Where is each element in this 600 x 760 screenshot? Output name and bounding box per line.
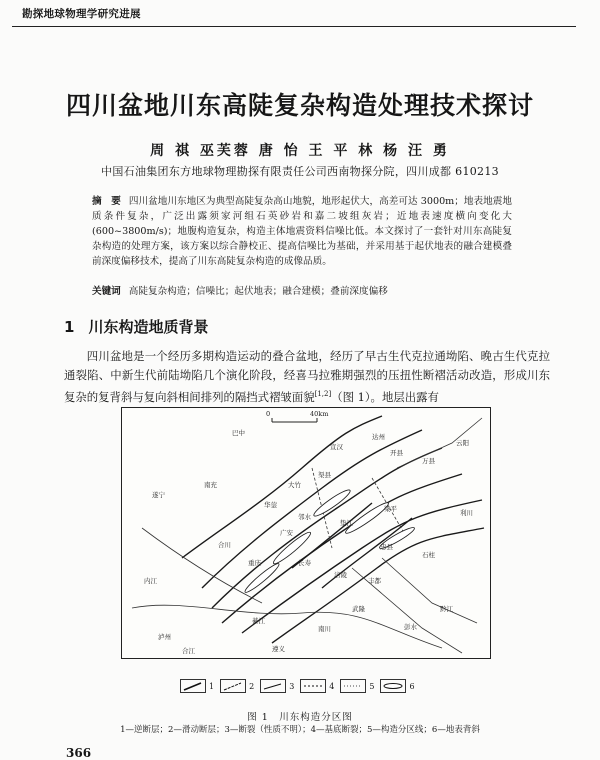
map-label: 武隆 — [352, 605, 365, 613]
body-paragraph — [64, 347, 550, 407]
abstract — [92, 194, 512, 269]
figure-caption: 图 1 川东构造分区图 — [247, 712, 353, 723]
legend-symbol — [380, 679, 406, 693]
map-label: 梁平 — [384, 505, 397, 513]
map-label: 彭水 — [404, 623, 417, 631]
body-text-end: （图 1）。地层出露有 — [331, 389, 439, 404]
map-label: 泸州 — [158, 633, 171, 641]
map-label: 达州 — [372, 433, 385, 441]
authors: 周 祺 巫芙蓉 唐 怡 王 平 林 杨 汪 勇 — [150, 143, 450, 159]
map-label: 内江 — [144, 577, 157, 585]
map-label: 遂宁 — [152, 491, 165, 499]
abstract-text: 四川盆地川东地区为典型高陡复杂高山地貌，地形起伏大，高差可达 3000m；地表地震地质条件复杂，广泛出露须家河组石英砂岩和嘉二坡组灰岩；近地表速度横向变化大(600~3800m/s)；地腹构造复杂，构造主体地震资料信噪比低。本文探讨了一套针对川东高陡复杂构造的处理方案，该方案以综合静校正、提高信噪比为基础，并采用基于起伏地表的融合建模叠前深度偏移技术，提高了川东高陡复杂构造的成像品质。 — [92, 196, 513, 267]
map-label: 遵义 — [272, 645, 285, 653]
legend-item: 2 — [220, 679, 254, 693]
legend-item: 1 — [180, 679, 214, 693]
map-label: 合川 — [218, 541, 231, 549]
section-number: 1 — [64, 318, 75, 336]
map-label: 大竹 — [288, 481, 301, 489]
map-label: 石柱 — [422, 551, 435, 559]
keywords-text: 高陡复杂构造；信噪比；起伏地表；融合建模；叠前深度偏移 — [128, 286, 388, 297]
body-text: 四川盆地是一个经历多期构造运动的叠合盆地，经历了早古生代克拉通坳陷、晚古生代克拉通裂陷、中新生代前陆坳陷几个演化阶段，经喜马拉雅期强烈的压扭性断褶活动改造，形成川东复杂的复背斜与复向斜相间排列的隔挡式褶皱面貌 — [64, 349, 550, 404]
map-label: 丰都 — [368, 577, 381, 585]
legend-symbol — [340, 679, 366, 693]
map-label: 华蓥 — [264, 501, 277, 509]
legend-symbol — [180, 679, 206, 693]
legend-symbol — [260, 679, 286, 693]
map-lines — [122, 408, 490, 658]
journal-header: 勘探地球物理学研究进展 — [22, 8, 141, 20]
structural-map-figure — [121, 407, 491, 659]
scale-label: 40km — [310, 410, 329, 418]
page-number: 366 — [66, 746, 92, 760]
legend-item: 4 — [300, 679, 334, 693]
legend-symbol — [300, 679, 326, 693]
map-label: 开县 — [390, 449, 403, 457]
article-title: 四川盆地川东高陡复杂构造处理技术探讨 — [65, 91, 534, 120]
section-heading — [64, 316, 222, 337]
map-label: 利川 — [460, 509, 473, 517]
legend-item: 6 — [380, 679, 414, 693]
map-label: 南充 — [204, 481, 217, 489]
scale-zero: 0 — [266, 410, 271, 418]
map-label: 涪陵 — [334, 571, 347, 579]
figure-legend — [180, 679, 415, 693]
affiliation: 中国石油集团东方地球物理勘探有限责任公司西南物探分院，四川成都 610213 — [101, 165, 499, 178]
map-label: 重庆 — [248, 559, 261, 567]
map-label: 广安 — [280, 529, 293, 537]
map-label: 綦江 — [252, 617, 265, 625]
map-label: 忠县 — [380, 543, 393, 551]
legend-symbol — [220, 679, 246, 693]
map-label: 万县 — [422, 457, 435, 465]
map-label: 黔江 — [440, 605, 453, 613]
map-label: 宣汉 — [330, 443, 343, 451]
legend-note: 1—逆断层；2—滑动断层；3—断裂（性质不明）；4—基底断裂；5—构造分区线；6—地表背斜 — [120, 725, 480, 735]
map-label: 长寿 — [298, 559, 311, 567]
map-label: 渠县 — [318, 471, 331, 479]
legend-item: 3 — [260, 679, 294, 693]
keywords-label: 关键词 — [92, 286, 121, 297]
citation[interactable]: [1,2] — [314, 390, 332, 398]
abstract-label: 摘 要 — [92, 196, 121, 207]
header-rule — [12, 26, 576, 27]
legend-item: 5 — [340, 679, 374, 693]
keywords — [92, 283, 512, 297]
map-label: 巴中 — [232, 429, 245, 437]
section-title: 川东构造地质背景 — [88, 318, 209, 336]
map-label: 南川 — [318, 625, 331, 633]
map-label: 合江 — [182, 647, 195, 655]
map-label: 垫江 — [340, 519, 353, 527]
map-label: 云阳 — [456, 439, 469, 447]
map-label: 邻水 — [298, 513, 311, 521]
